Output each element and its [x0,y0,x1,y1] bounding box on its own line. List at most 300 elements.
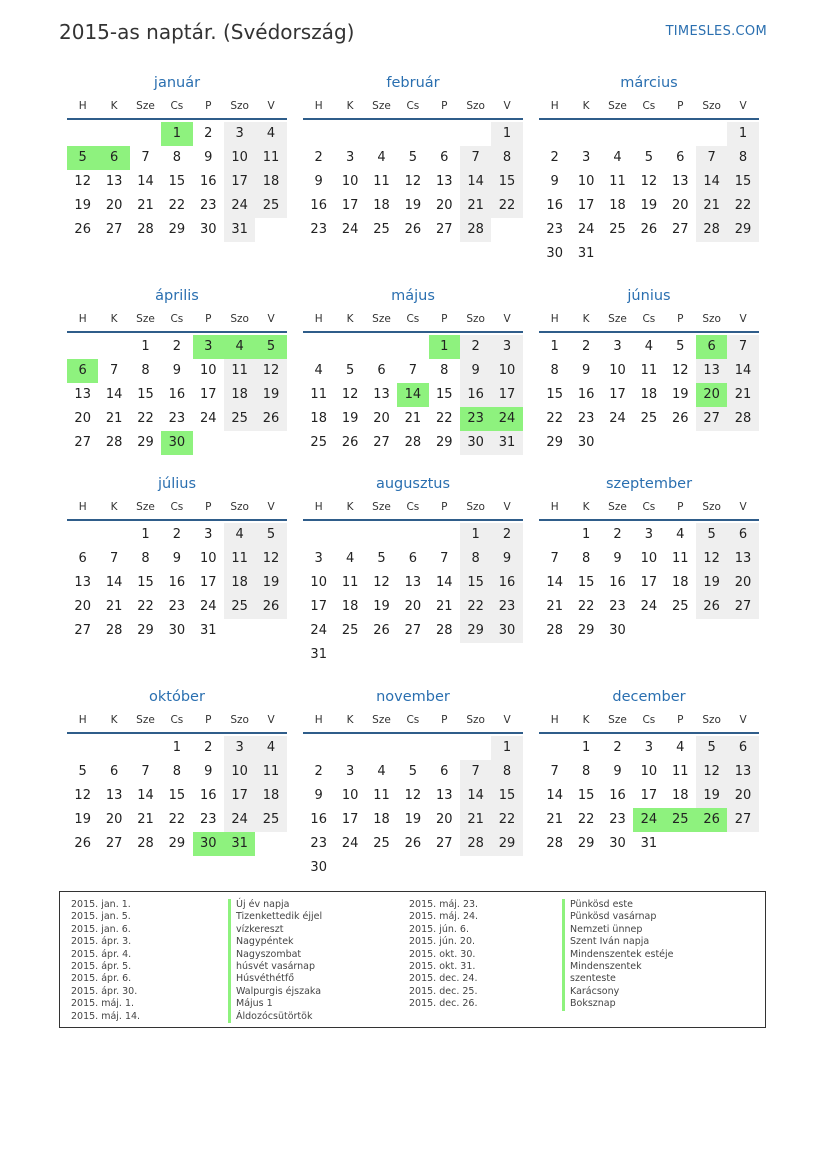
day-cell: 6 [377,363,386,378]
day-cell: 19 [74,198,91,213]
day-cell: 17 [341,812,359,827]
day-cell: 10 [224,760,255,784]
weekday-label: Szo [702,313,721,325]
month-6 [539,285,759,455]
day-cell: 10 [640,551,658,566]
holiday-name: Pünkösd vasárnap [562,911,674,923]
day-cell: 22 [491,194,522,218]
day-cell: 13 [105,788,123,803]
day-cell: 24 [341,836,359,851]
day-cell: 30 [460,431,491,455]
day-cell: 2 [204,126,213,141]
day-cell: 19 [671,387,689,402]
day-cell: 6 [109,764,119,779]
day-cell: 20 [74,599,91,614]
month-name: november [376,689,450,705]
day-cell: 19 [74,812,91,827]
day-cell: 11 [373,174,390,189]
day-cell: 9 [491,547,522,571]
day-cell: 9 [172,363,181,378]
month-name: augusztus [375,476,451,492]
day-cell: 7 [109,551,119,566]
weekday-label: H [550,313,559,325]
day-cell: 8 [491,146,522,170]
day-cell: 3 [345,764,355,779]
weekday-label: Cs [170,100,184,112]
day-cell: 19 [640,198,658,213]
day-cell: 30 [609,623,626,638]
day-grid [303,523,523,667]
day-cell: 21 [435,599,453,614]
day-cell: 15 [491,784,522,808]
day-cell: 28 [460,218,491,242]
day-cell: 3 [204,527,213,542]
holiday-day-cell: 3 [193,335,224,359]
day-cell: 31 [199,623,217,638]
day-cell: 12 [255,359,286,383]
day-cell: 17 [640,788,658,803]
day-cell: 2 [204,740,213,755]
day-cell: 23 [199,198,217,213]
holiday-name: Szent Iván napja [562,936,674,948]
empty-cell [633,122,664,146]
day-cell: 19 [696,571,727,595]
weekday-label: Sze [608,100,627,112]
weekday-label: V [739,714,747,726]
month-11 [303,686,523,880]
day-cell: 23 [577,411,595,426]
holiday-dates-col-2 [409,899,478,1011]
day-cell: 8 [727,146,758,170]
holiday-name: Mindenszentek [562,961,674,973]
weekday-label: K [346,714,354,726]
day-cell: 1 [581,527,591,542]
weekday-label: H [314,501,323,513]
month-4 [67,285,287,455]
day-cell: 12 [640,174,658,189]
day-cell: 6 [727,736,758,760]
month-1 [67,72,287,242]
holiday-day-cell: 30 [161,431,192,455]
weekday-label: Sze [372,100,391,112]
holiday-day-cell: 24 [491,407,522,431]
day-cell: 2 [613,527,622,542]
day-cell: 24 [640,599,658,614]
weekday-label: V [267,100,275,112]
weekday-label: P [205,313,212,325]
day-cell: 14 [105,387,123,402]
empty-cell [429,523,460,547]
day-cell: 13 [696,359,727,383]
empty-cell [303,523,334,547]
day-cell: 29 [137,623,154,638]
weekday-label: Cs [170,313,184,325]
day-cell: 11 [224,547,255,571]
weekday-label: K [582,313,590,325]
day-cell: 6 [408,551,417,566]
day-cell: 17 [577,198,595,213]
day-cell: 21 [137,812,154,827]
holiday-date: 2015. ápr. 5. [71,960,132,972]
day-cell: 17 [199,387,217,402]
day-cell: 29 [546,435,563,450]
empty-cell [334,335,365,359]
day-grid [539,523,759,643]
day-cell: 19 [696,784,727,808]
day-cell: 9 [613,551,622,566]
day-cell: 1 [550,339,559,354]
day-grid [303,122,523,242]
day-cell: 20 [727,571,758,595]
holiday-day-cell: 1 [429,335,460,359]
day-cell: 9 [460,359,491,383]
holiday-day-cell: 6 [696,335,727,359]
day-cell: 14 [696,170,727,194]
day-cell: 17 [491,383,522,407]
day-cell: 27 [404,623,422,638]
empty-cell [130,736,161,760]
holiday-day-cell: 6 [67,359,98,383]
day-cell: 10 [199,551,217,566]
weekday-label: V [267,313,275,325]
day-cell: 16 [609,788,626,803]
holiday-date: 2015. jan. 6. [71,923,131,935]
month-name: szeptember [605,476,693,492]
day-cell: 9 [172,551,181,566]
day-cell: 29 [577,623,595,638]
day-cell: 21 [696,194,727,218]
day-cell: 2 [172,527,181,542]
holiday-day-cell: 26 [696,808,727,832]
day-cell: 21 [546,812,563,827]
holiday-name: szenteste [562,973,674,985]
empty-cell [665,122,696,146]
day-cell: 5 [78,764,87,779]
empty-cell [98,523,129,547]
day-cell: 8 [172,764,181,779]
day-cell: 17 [609,387,626,402]
day-cell: 23 [168,411,186,426]
day-cell: 10 [491,359,522,383]
empty-cell [539,736,570,760]
day-cell: 11 [671,764,689,779]
holiday-list [59,891,766,1028]
day-cell: 16 [491,571,522,595]
weekday-label: V [267,501,275,513]
day-cell: 21 [404,411,422,426]
day-cell: 17 [310,599,327,614]
day-cell: 27 [373,435,390,450]
day-cell: 18 [255,784,286,808]
weekday-label: K [582,501,590,513]
holiday-names-col-1 [228,899,322,1023]
day-cell: 15 [577,788,595,803]
empty-cell [67,523,98,547]
day-cell: 2 [314,764,323,779]
day-cell: 9 [314,174,323,189]
weekday-label: P [205,100,212,112]
day-cell: 2 [613,740,622,755]
month-12 [539,686,759,856]
weekday-label: H [550,501,559,513]
weekday-label: Cs [406,313,420,325]
empty-cell [429,736,460,760]
day-cell: 14 [460,170,491,194]
day-cell: 7 [141,150,150,165]
day-cell: 16 [460,383,491,407]
day-cell: 11 [671,551,689,566]
day-cell: 29 [491,832,522,856]
weekday-label: Szo [230,501,249,513]
day-cell: 18 [310,411,327,426]
day-grid [67,122,287,242]
day-cell: 28 [435,623,453,638]
holiday-name: vízkereszt [228,924,322,936]
day-cell: 10 [341,174,359,189]
empty-cell [334,523,365,547]
weekday-label: H [314,714,323,726]
day-cell: 13 [671,174,689,189]
weekday-label: Szo [466,501,485,513]
day-cell: 19 [373,599,390,614]
day-cell: 12 [404,174,422,189]
empty-cell [98,736,129,760]
day-cell: 31 [577,246,595,261]
day-cell: 14 [137,788,154,803]
empty-cell [460,122,491,146]
day-cell: 8 [141,551,150,566]
day-cell: 4 [676,740,685,755]
day-cell: 5 [377,551,386,566]
day-cell: 1 [141,339,150,354]
day-cell: 11 [341,575,359,590]
day-cell: 23 [310,222,327,237]
weekday-label: Cs [642,313,656,325]
day-cell: 14 [546,788,563,803]
day-cell: 12 [671,363,689,378]
day-cell: 18 [671,788,689,803]
day-grid [67,736,287,856]
day-cell: 23 [609,812,626,827]
holiday-name: Boksznap [562,998,674,1010]
day-cell: 4 [613,150,622,165]
weekday-label: K [346,313,354,325]
day-cell: 18 [609,198,626,213]
site-brand-link[interactable]: TIMESLES.COM [665,24,767,39]
day-cell: 24 [310,623,327,638]
day-cell: 24 [224,808,255,832]
day-cell: 18 [640,387,658,402]
day-cell: 10 [640,764,658,779]
day-cell: 11 [373,788,390,803]
month-2 [303,72,523,242]
day-cell: 5 [676,339,685,354]
day-cell: 8 [172,150,181,165]
holiday-day-cell: 6 [98,146,129,170]
day-cell: 27 [696,407,727,431]
empty-cell [366,736,397,760]
day-cell: 12 [74,788,91,803]
day-cell: 24 [577,222,595,237]
day-cell: 27 [74,435,91,450]
empty-cell [366,335,397,359]
day-cell: 29 [168,836,186,851]
weekday-header [67,708,287,734]
day-cell: 2 [550,150,559,165]
day-cell: 20 [671,198,689,213]
day-cell: 15 [137,575,154,590]
empty-cell [98,335,129,359]
weekday-label: H [550,714,559,726]
holiday-date: 2015. máj. 14. [71,1010,141,1022]
day-cell: 20 [727,784,758,808]
holiday-day-cell: 14 [397,383,428,407]
day-cell: 4 [377,764,386,779]
day-cell: 3 [224,122,255,146]
holiday-date: 2015. máj. 24. [409,911,479,923]
day-cell: 5 [696,523,727,547]
weekday-label: K [346,501,354,513]
weekday-label: H [314,100,323,112]
weekday-label: P [677,501,684,513]
day-cell: 14 [137,174,154,189]
page-title: 2015-as naptár. (Svédország) [59,20,355,44]
day-cell: 26 [341,435,359,450]
day-cell: 8 [581,764,591,779]
day-cell: 30 [546,246,563,261]
empty-cell [98,122,129,146]
day-cell: 22 [491,808,522,832]
month-8 [303,473,523,667]
empty-cell [429,122,460,146]
weekday-label: Szo [466,714,485,726]
weekday-label: Sze [608,714,627,726]
weekday-label: V [503,313,511,325]
day-cell: 22 [137,599,154,614]
day-cell: 4 [676,527,685,542]
day-cell: 11 [255,760,286,784]
day-cell: 26 [373,623,390,638]
day-cell: 4 [255,122,286,146]
day-cell: 25 [255,808,286,832]
weekday-label: V [267,714,275,726]
day-cell: 10 [341,788,359,803]
empty-cell [397,523,428,547]
holiday-dates-col-1 [71,899,140,1023]
weekday-label: Szo [230,313,249,325]
day-cell: 14 [546,575,563,590]
day-cell: 24 [199,599,217,614]
empty-cell [602,122,633,146]
day-cell: 10 [224,146,255,170]
month-9 [539,473,759,643]
day-cell: 2 [172,339,181,354]
day-cell: 26 [255,595,286,619]
day-cell: 26 [74,222,91,237]
day-cell: 13 [727,547,758,571]
month-5 [303,285,523,455]
day-cell: 26 [74,836,91,851]
weekday-label: Sze [136,313,155,325]
day-cell: 7 [550,764,559,779]
day-cell: 7 [460,760,491,784]
day-cell: 13 [74,387,91,402]
holiday-names-col-2 [562,899,674,1011]
weekday-label: Cs [642,714,656,726]
weekday-label: Sze [372,714,391,726]
day-cell: 8 [491,760,522,784]
day-cell: 7 [109,363,119,378]
weekday-label: Sze [608,501,627,513]
day-cell: 23 [546,222,563,237]
day-cell: 15 [546,387,563,402]
day-cell: 22 [546,411,563,426]
day-cell: 23 [199,812,217,827]
empty-cell [67,736,98,760]
holiday-name: Május 1 [228,998,322,1010]
empty-cell [366,122,397,146]
day-cell: 28 [137,836,154,851]
empty-cell [303,335,334,359]
holiday-day-cell: 20 [696,383,727,407]
holiday-date: 2015. jún. 20. [409,936,476,948]
day-cell: 7 [727,335,758,359]
day-cell: 26 [671,411,689,426]
day-cell: 19 [255,571,286,595]
day-cell: 7 [460,146,491,170]
holiday-date: 2015. jan. 1. [71,899,131,910]
weekday-label: P [677,100,684,112]
day-cell: 28 [105,623,123,638]
day-cell: 11 [609,174,626,189]
day-cell: 5 [696,736,727,760]
weekday-label: K [582,100,590,112]
day-cell: 16 [310,198,327,213]
day-cell: 16 [609,575,626,590]
day-cell: 28 [137,222,154,237]
day-cell: 12 [404,788,422,803]
day-cell: 3 [224,736,255,760]
day-cell: 16 [546,198,563,213]
day-cell: 26 [404,836,422,851]
day-cell: 27 [727,595,758,619]
weekday-label: Sze [136,100,155,112]
day-cell: 13 [435,174,453,189]
day-cell: 18 [373,812,390,827]
day-cell: 5 [255,523,286,547]
day-cell: 22 [460,595,491,619]
day-cell: 18 [373,198,390,213]
day-cell: 14 [435,575,453,590]
month-name: május [391,288,435,304]
holiday-day-cell: 4 [224,335,255,359]
day-cell: 6 [440,150,449,165]
day-cell: 18 [224,383,255,407]
day-cell: 13 [105,174,123,189]
empty-cell [539,122,570,146]
holiday-date: 2015. ápr. 6. [71,973,132,985]
day-grid [303,335,523,455]
day-cell: 30 [310,860,327,875]
holiday-date: 2015. dec. 25. [409,985,478,997]
day-cell: 5 [408,764,417,779]
holiday-name: Mindenszentek estéje [562,949,674,961]
day-cell: 21 [105,599,123,614]
weekday-label: Cs [642,501,656,513]
day-cell: 20 [105,198,123,213]
weekday-label: H [78,313,87,325]
day-cell: 15 [460,571,491,595]
